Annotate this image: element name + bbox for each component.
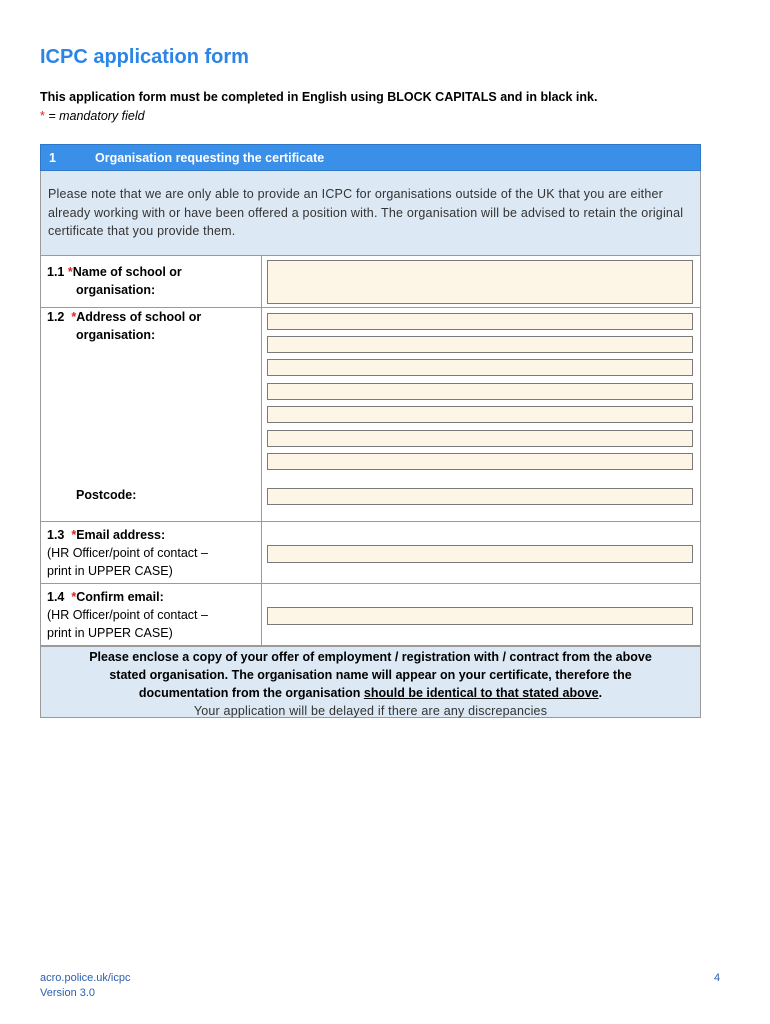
section-heading: Organisation requesting the certificate <box>95 151 325 165</box>
mandatory-legend <box>40 109 145 123</box>
row-organisation-address <box>40 308 701 522</box>
notice-line-3: documentation from the organisation should be identical to that stated above. <box>138 686 603 700</box>
notice-line-4: Your application will be delayed if there are any discrepancies <box>193 704 548 718</box>
required-asterisk: * <box>71 310 77 324</box>
address-line-5-input[interactable] <box>267 406 693 423</box>
address-line-7-input[interactable] <box>267 453 693 470</box>
page-title: ICPC application form <box>40 46 249 68</box>
address-line-4-input[interactable] <box>267 383 693 400</box>
required-asterisk: * <box>71 528 77 542</box>
intro-instructions: This application form must be completed in English using BLOCK CAPITALS and in black ink. <box>40 90 598 104</box>
notice-line-1: Please enclose a copy of your offer of employment / registration with / contract from the above <box>89 650 652 664</box>
notice-line-2: stated organisation. The organisation name will appear on your certificate, therefore the <box>109 668 632 682</box>
section-note: Please note that we are only able to provide an ICPC for organisations outside of the UK that you are either already working with or have been offered a position with. The organisation will be advised to retain the original certificate that you provide them. <box>40 171 701 256</box>
field-number: 1.1 <box>47 265 65 279</box>
column-divider <box>261 308 262 521</box>
row-organisation-name <box>40 256 701 308</box>
organisation-name-label <box>47 263 182 281</box>
column-divider <box>261 584 262 645</box>
email-label <box>47 526 165 544</box>
label-text: Name of school or <box>72 265 182 279</box>
field-number: 1.2 <box>47 310 65 324</box>
label-text: Confirm email: <box>76 590 164 604</box>
required-asterisk: * <box>71 590 77 604</box>
address-line-1-input[interactable] <box>267 313 693 330</box>
organisation-address-label-cont: organisation: <box>76 328 156 342</box>
email-input[interactable] <box>267 545 693 563</box>
email-hint-cont: print in UPPER CASE) <box>47 564 173 578</box>
confirm-email-input[interactable] <box>267 607 693 625</box>
address-line-6-input[interactable] <box>267 430 693 447</box>
row-confirm-email <box>40 584 701 646</box>
mandatory-asterisk: * <box>40 109 45 123</box>
footer-version: Version 3.0 <box>40 987 96 999</box>
section-number: 1 <box>49 151 56 165</box>
required-asterisk: * <box>67 265 73 279</box>
notice-emphasis: should be identical to that stated above <box>363 686 599 700</box>
row-email <box>40 522 701 584</box>
address-line-2-input[interactable] <box>267 336 693 353</box>
confirm-email-hint: (HR Officer/point of contact – <box>47 608 208 622</box>
enclosure-notice <box>40 646 701 718</box>
email-hint: (HR Officer/point of contact – <box>47 546 208 560</box>
label-text: Address of school or <box>76 310 202 324</box>
organisation-name-label-cont: organisation: <box>76 283 156 297</box>
column-divider <box>261 522 262 583</box>
mandatory-text: = mandatory field <box>44 109 145 123</box>
postcode-input[interactable] <box>267 488 693 505</box>
label-text: Email address: <box>76 528 166 542</box>
address-line-3-input[interactable] <box>267 359 693 376</box>
section-header <box>40 144 701 171</box>
field-number: 1.4 <box>47 590 65 604</box>
confirm-email-hint-cont: print in UPPER CASE) <box>47 626 173 640</box>
page-number: 4 <box>714 972 721 984</box>
field-number: 1.3 <box>47 528 65 542</box>
organisation-address-label <box>47 308 201 326</box>
footer-url: acro.police.uk/icpc <box>40 972 131 984</box>
column-divider <box>261 256 262 307</box>
organisation-name-input[interactable] <box>267 260 693 304</box>
confirm-email-label <box>47 588 164 606</box>
postcode-label: Postcode: <box>76 488 137 502</box>
